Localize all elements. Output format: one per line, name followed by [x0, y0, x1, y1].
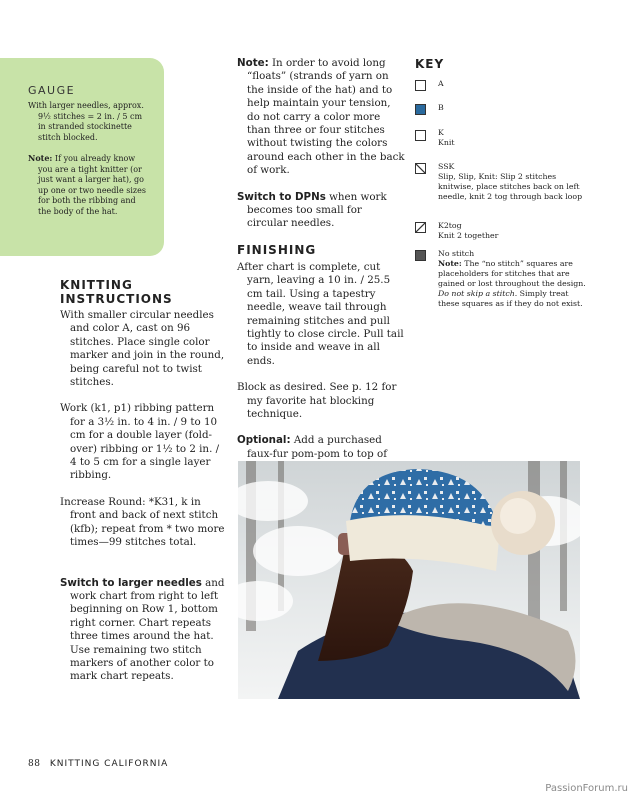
- slash-icon: [416, 223, 425, 232]
- paragraph: After chart is complete, cut yarn, leaving a 10 in. / 25.5 cm tail. Using a tapestry needle, weave tail through remaining stitches and pull tightly to close circle. Pull tail to inside and weave in all ends.: [237, 260, 404, 367]
- paragraph-text: and work chart from right to left beginning on Row 1, bottom right corner. Chart repeats three times around the hat. Use remaining two stitch markers of another color to mark chart repeats.: [70, 576, 225, 683]
- gauge-line: stitch blocked.: [38, 132, 98, 142]
- gauge-title: GAUGE: [28, 84, 76, 97]
- gauge-note-line: up one or two needle sizes: [38, 185, 146, 195]
- paragraph-text: when work becomes too small for circular needles.: [247, 190, 387, 230]
- gauge-note-line: the body of the hat.: [38, 206, 118, 216]
- note-text: Simply treat: [517, 289, 569, 298]
- paragraph: [237, 191, 405, 231]
- key-swatch-b: [415, 104, 426, 115]
- gauge-note-label: Note:: [28, 153, 53, 163]
- key-label-line: gained or lost throughout the design.: [438, 279, 586, 288]
- key-label-no-stitch: [438, 249, 586, 309]
- paragraph: [237, 57, 405, 178]
- gauge-note-line: just want a larger hat), go: [38, 175, 144, 184]
- key-label-line: needle, knit 2 tog through back loop: [438, 192, 583, 201]
- key-label-line: SSK: [438, 162, 455, 171]
- paragraph: With smaller circular needles and color A, cast on 96 stitches. Place single color marker and join in the round, being careful not to twist stitches.: [60, 309, 225, 389]
- paragraph: Block as desired. See p. 12 for my favorite hat blocking technique.: [237, 381, 397, 420]
- gauge-line: 9½ stitches = 2 in. / 5 cm: [38, 111, 143, 121]
- key-label-knit: [438, 128, 454, 148]
- key-swatch-a: [415, 80, 426, 91]
- note-text: The “no stitch” squares are: [461, 259, 573, 268]
- key-label-line: these squares as if they do not exist.: [438, 299, 583, 308]
- book-title: KNITTING CALIFORNIA: [49, 759, 169, 769]
- key-label-line: [438, 259, 586, 269]
- paragraph-text: In order to avoid long “floats” (strands of yarn on the inside of the hat) and to help maintain your tension, do not carry a color more than three or four stitches without twisting the colors around each other in the back of work.: [247, 57, 405, 177]
- backslash-icon: [416, 164, 425, 173]
- finishing-heading: FINISHING: [237, 242, 317, 257]
- gauge-note-line: you are a tight knitter (or: [38, 164, 142, 174]
- watermark: PassionForum.ru: [545, 783, 628, 794]
- key-swatch-no-stitch: [415, 250, 426, 261]
- page-footer: [28, 759, 168, 769]
- page-number: 88: [28, 759, 41, 769]
- key-swatch-k2tog: [415, 222, 426, 233]
- key-label-line: No stitch: [438, 249, 475, 258]
- gauge-note-line: for both the ribbing and: [38, 196, 136, 205]
- key-label-line: K2tog: [438, 221, 462, 230]
- knitting-instructions-body: [60, 309, 228, 684]
- key-label-b: B: [438, 103, 444, 112]
- paragraph: Increase Round: *K31, k in front and back of next stitch (kfb); repeat from * two more times—99 stitches total.: [60, 495, 225, 549]
- key-label-line: placeholders for stitches that are: [438, 269, 570, 278]
- key-label-line: Knit: [438, 138, 455, 147]
- bold-lead: Switch to larger needles: [60, 576, 202, 589]
- note-label: Note:: [438, 259, 462, 268]
- key-label-line: Slip, Slip, Knit: Slip 2 stitches: [438, 172, 557, 181]
- knitting-instructions-heading: [60, 278, 173, 306]
- gauge-note-line: [28, 153, 156, 165]
- bold-lead: Optional:: [237, 434, 291, 447]
- bold-lead: Switch to DPNs: [237, 190, 326, 203]
- key-label-k2tog: [438, 221, 498, 241]
- gauge-note-text: If you already know: [52, 154, 136, 163]
- paragraph-text: Add a purchased faux-fur pom-pom to top of: [247, 434, 388, 460]
- note-italic: Do not skip a stitch.: [438, 289, 518, 298]
- paragraph: [60, 577, 228, 684]
- heading-line: INSTRUCTIONS: [60, 292, 173, 306]
- key-label-line: K: [438, 128, 444, 137]
- middle-column: [237, 57, 405, 475]
- key-swatch-ssk: [415, 163, 426, 174]
- paragraph: Work (k1, p1) ribbing pattern for a 3½ in. to 4 in. / 9 to 10 cm for a double layer (fold-over) ribbing or 1½ to 2 in. / 4 to 5 cm for a single layer ribbing.: [60, 402, 220, 482]
- gauge-text: [28, 101, 156, 217]
- heading-line: KNITTING: [60, 278, 133, 292]
- hat-photo: [238, 461, 580, 699]
- key-label-line: knitwise, place stitches back on left: [438, 182, 580, 191]
- gauge-line: With larger needles, approx.: [28, 101, 144, 110]
- gauge-line: in stranded stockinette: [38, 122, 132, 131]
- key-swatch-knit: [415, 130, 426, 141]
- key-label-line: Knit 2 together: [438, 231, 499, 240]
- bold-lead: Note:: [237, 57, 269, 69]
- key-title: KEY: [415, 57, 445, 71]
- key-label-a: A: [438, 79, 444, 88]
- key-label-line: [438, 289, 586, 299]
- key-label-ssk: [438, 162, 582, 202]
